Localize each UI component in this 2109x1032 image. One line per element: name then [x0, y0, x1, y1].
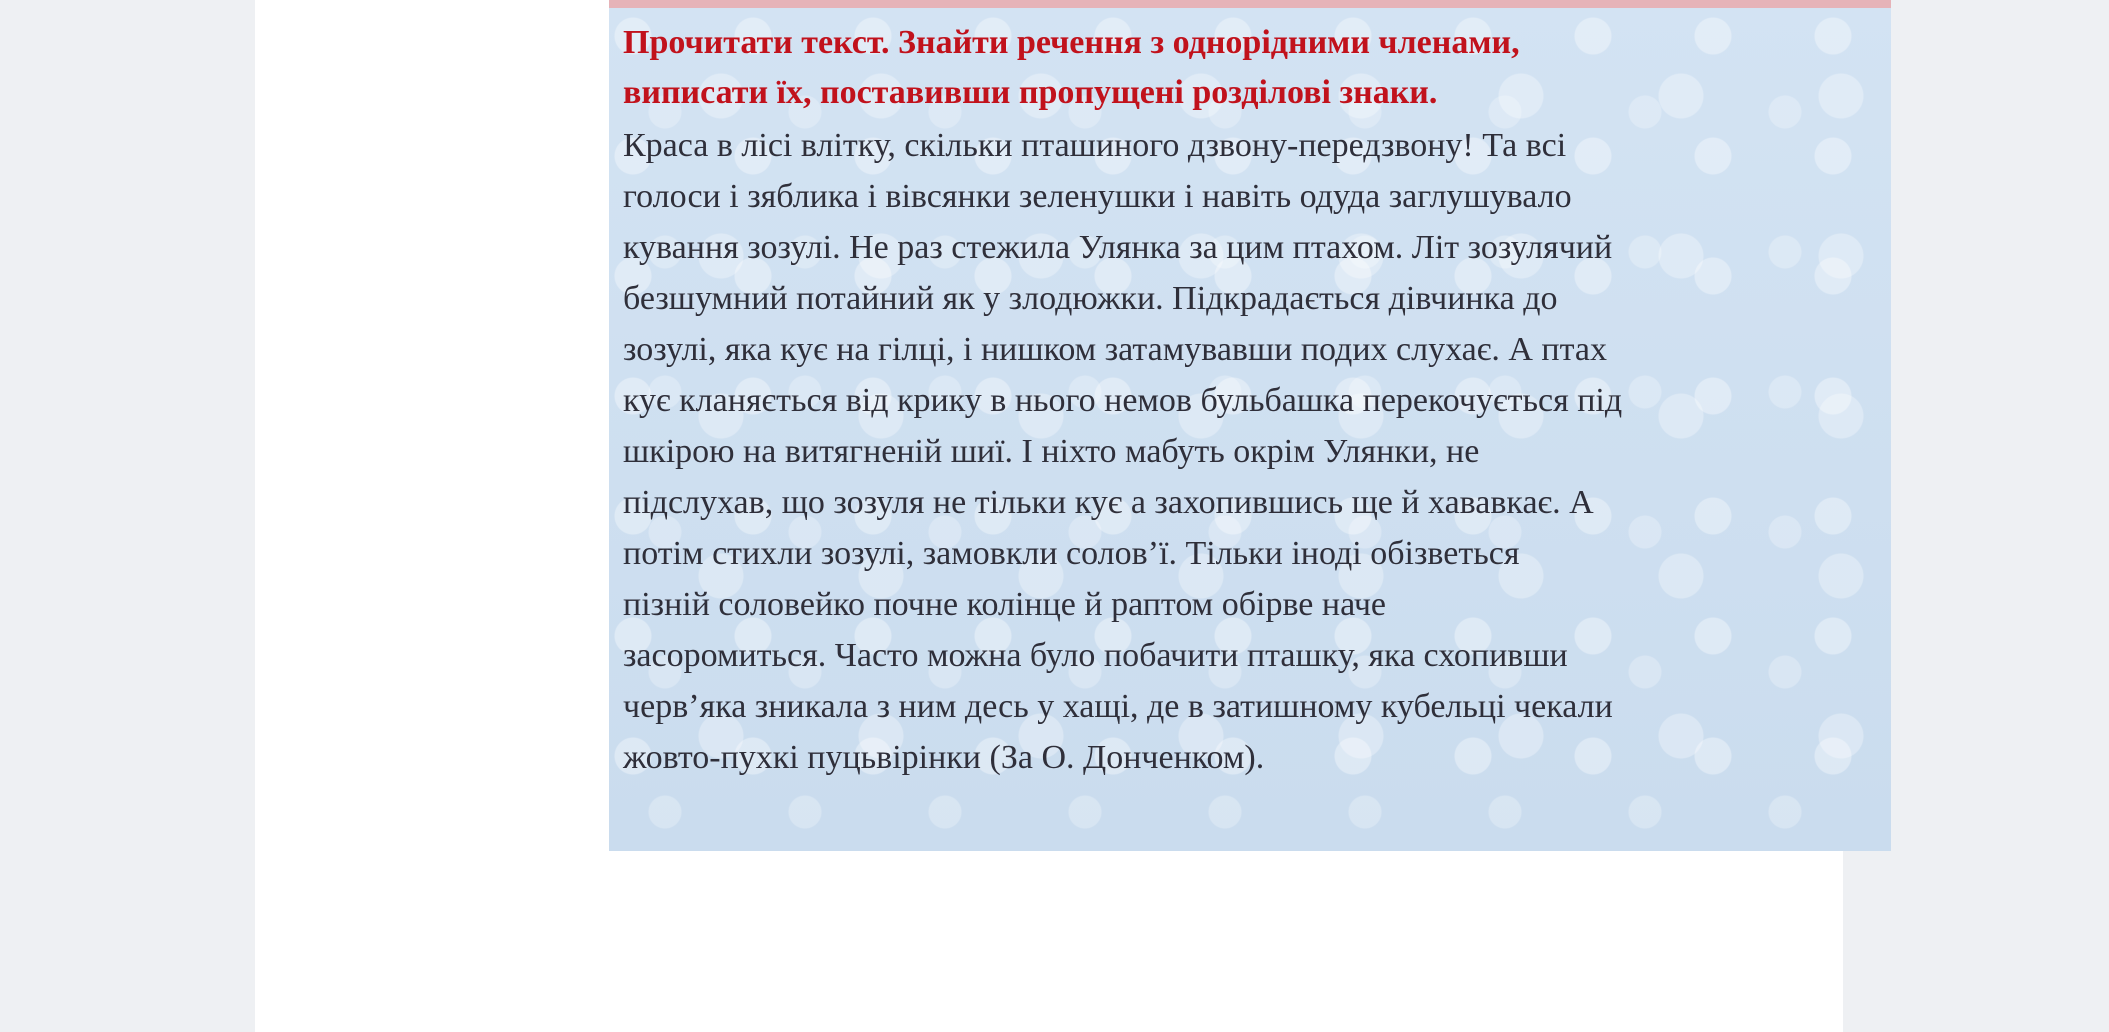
content-column	[255, 0, 1843, 1032]
task-instruction	[623, 18, 1873, 118]
passage-line: шкірою на витягненій шиї. І ніхто мабуть окрім Улянки, не	[623, 433, 1480, 470]
passage-line: Краса в лісі влітку, скільки пташиного дзвону-передзвону! Та всі	[623, 127, 1567, 164]
passage-line: підслухав, що зозуля не тільки кує а захопившись ще й хававкає. А	[623, 484, 1594, 521]
instruction-line: виписати їх, поставивши пропущені розділові знаки.	[623, 74, 1438, 111]
passage-line: пізній соловейко почне колінце й раптом обірве наче	[623, 586, 1387, 623]
slide-image	[609, 0, 1891, 851]
passage-line: голоси і зяблика і вівсянки зеленушки і навіть одуда заглушувало	[623, 178, 1572, 215]
instruction-line: Прочитати текст. Знайти речення з однорідними членами,	[623, 24, 1520, 61]
passage-line: зозулі, яка кує на гілці, і нишком затамувавши подих слухає. А птах	[623, 331, 1607, 368]
passage-line: черв’яка зникала з ним десь у хащі, де в затишному кубельці чекали	[623, 688, 1613, 725]
passage-line: безшумний потайний як у злодюжки. Підкрадається дівчинка до	[623, 280, 1558, 317]
passage-line: потім стихли зозулі, замовкли солов’ї. Тільки іноді обізветься	[623, 535, 1520, 572]
passage-line: кує кланяється від крику в нього немов бульбашка перекочується під	[623, 382, 1623, 419]
passage-line: кування зозулі. Не раз стежила Улянка за цим птахом. Літ зозулячий	[623, 229, 1613, 266]
passage-line: засоромиться. Часто можна було побачити пташку, яка схопивши	[623, 637, 1568, 674]
passage-line: жовто-пухкі пуцьвірінки (За О. Донченком).	[623, 739, 1265, 776]
slide-top-accent-bar	[609, 0, 1891, 8]
reading-passage	[623, 120, 1885, 783]
